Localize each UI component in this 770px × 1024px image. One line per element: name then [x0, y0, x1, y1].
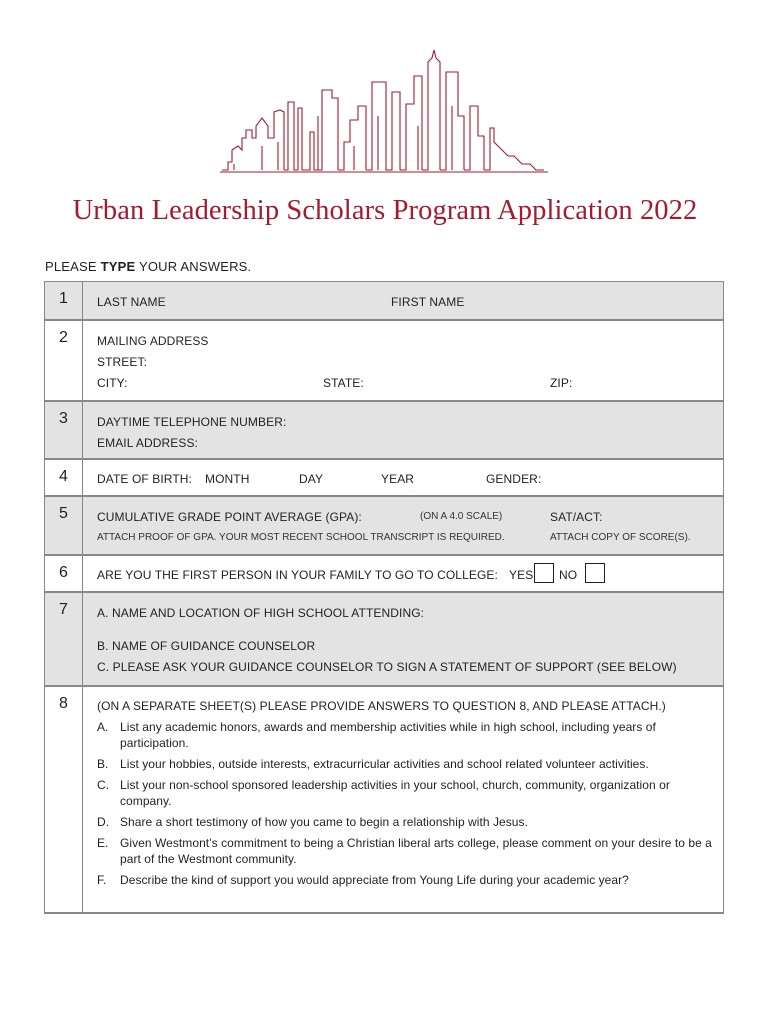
row-number: 8 — [45, 687, 83, 912]
gpa-scale-note: (ON A 4.0 SCALE) — [420, 511, 503, 522]
row-number: 1 — [45, 282, 83, 319]
sat-act-field[interactable]: SAT/ACT: — [550, 510, 603, 524]
gpa-field[interactable]: CUMULATIVE GRADE POINT AVERAGE (GPA): — [97, 510, 362, 524]
zip-field[interactable]: ZIP: — [550, 376, 573, 390]
row-contact — [44, 402, 724, 460]
first-name-field[interactable]: FIRST NAME — [391, 295, 465, 309]
birth-month-field[interactable]: MONTH — [205, 472, 250, 486]
form-title: Urban Leadership Scholars Program Application 2022 — [72, 195, 698, 226]
row-name — [44, 282, 724, 321]
essay-question-list — [97, 719, 717, 893]
birth-year-field[interactable]: YEAR — [381, 472, 415, 486]
no-label: NO — [559, 568, 578, 582]
row-number: 6 — [45, 556, 83, 591]
application-form — [44, 281, 724, 914]
row-high-school — [44, 593, 724, 687]
city-field[interactable]: CITY: — [97, 376, 128, 390]
row-address — [44, 321, 724, 402]
yes-label: YES — [509, 568, 534, 582]
date-of-birth-label: DATE OF BIRTH: — [97, 472, 192, 486]
city-skyline-logo — [218, 46, 552, 174]
instruction-text: PLEASE TYPE YOUR ANSWERS. — [45, 259, 252, 274]
row-gpa — [44, 497, 724, 556]
guidance-counselor-field[interactable]: B. NAME OF GUIDANCE COUNSELOR — [97, 639, 316, 653]
street-field[interactable]: STREET: — [97, 355, 148, 369]
high-school-field[interactable]: A. NAME AND LOCATION OF HIGH SCHOOL ATTENDING: — [97, 606, 425, 620]
row-birth-gender — [44, 460, 724, 497]
mailing-address-label: MAILING ADDRESS — [97, 334, 209, 348]
yes-checkbox[interactable] — [534, 563, 554, 583]
row-essay-questions — [44, 687, 724, 914]
list-item: F. Describe the kind of support you would appreciate from Young Life during your academic year? — [97, 873, 629, 887]
list-item: B. List your hobbies, outside interests, extracurricular activities and school related volunteer activities. — [97, 757, 649, 771]
no-checkbox[interactable] — [585, 563, 605, 583]
row-first-generation — [44, 556, 724, 593]
row-number: 7 — [45, 593, 83, 685]
row-number: 4 — [45, 460, 83, 495]
list-item: E. Given Westmont’s commitment to being a Christian liberal arts college, please comment on your desire to be a part of the Westmont community. — [97, 836, 712, 866]
last-name-field[interactable]: LAST NAME — [97, 295, 166, 309]
row-number: 2 — [45, 321, 83, 400]
essay-instructions: (ON A SEPARATE SHEET(S) PLEASE PROVIDE ANSWERS TO QUESTION 8, AND PLEASE ATTACH.) — [97, 699, 666, 713]
row-number: 5 — [45, 497, 83, 554]
list-item: C. List your non-school sponsored leadership activities in your school, church, community, organization or company. — [97, 778, 670, 808]
state-field[interactable]: STATE: — [323, 376, 364, 390]
birth-day-field[interactable]: DAY — [299, 472, 324, 486]
gpa-proof-note: ATTACH PROOF OF GPA. YOUR MOST RECENT SCHOOL TRANSCRIPT IS REQUIRED. — [97, 532, 505, 543]
gender-field[interactable]: GENDER: — [486, 472, 542, 486]
first-generation-question: ARE YOU THE FIRST PERSON IN YOUR FAMILY TO GO TO COLLEGE: — [97, 568, 498, 582]
row-number: 3 — [45, 402, 83, 458]
list-item: A. List any academic honors, awards and membership activities while in high school, including years of participation. — [97, 720, 656, 750]
email-field[interactable]: EMAIL ADDRESS: — [97, 436, 198, 450]
counselor-statement-note: C. PLEASE ASK YOUR GUIDANCE COUNSELOR TO SIGN A STATEMENT OF SUPPORT (SEE BELOW) — [97, 660, 677, 674]
telephone-field[interactable]: DAYTIME TELEPHONE NUMBER: — [97, 415, 287, 429]
list-item: D. Share a short testimony of how you came to begin a relationship with Jesus. — [97, 815, 528, 829]
score-copy-note: ATTACH COPY OF SCORE(S). — [550, 532, 691, 543]
